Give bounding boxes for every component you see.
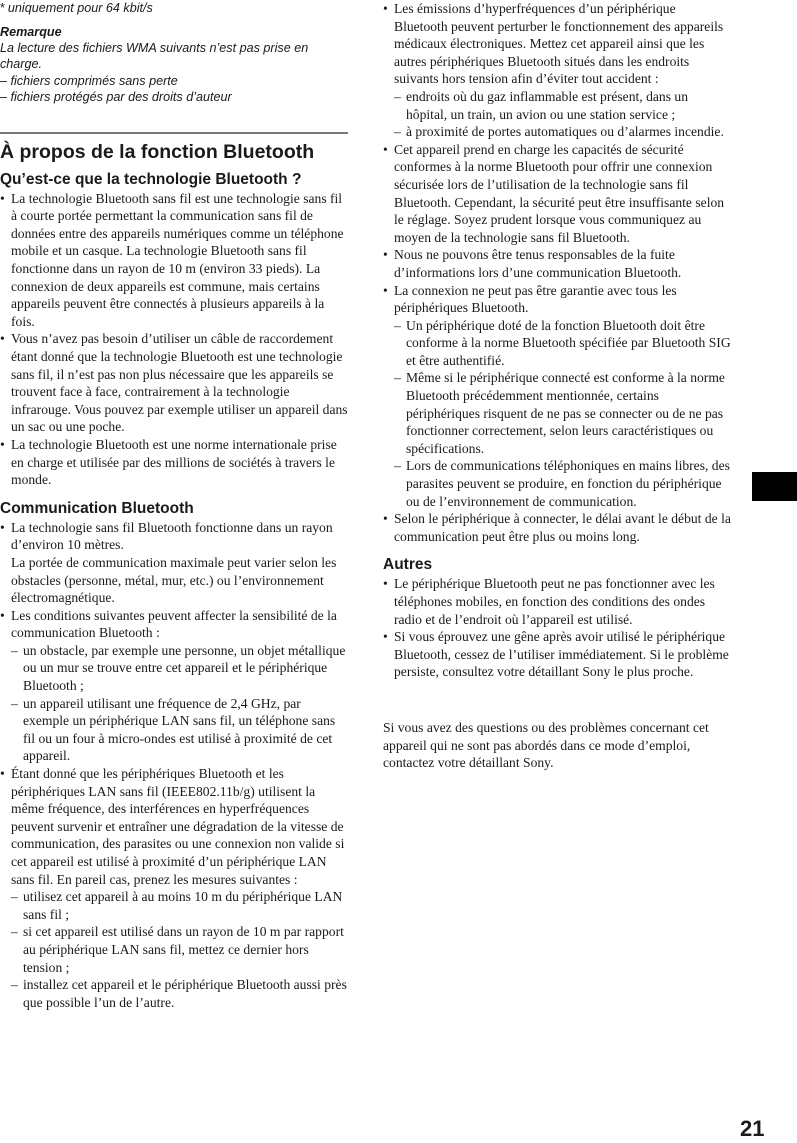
remark-line: La lecture des fichiers WMA suivants n’est pas prise en charge. (0, 41, 309, 72)
bullet-continuation: La portée de communication maximale peut varier selon les obstacles (personne, métal, mur, etc.) ou l’environnement électromagnétique. (11, 554, 337, 606)
footnote-star: * (0, 1, 5, 15)
left-column (0, 0, 350, 1011)
list-item (0, 607, 350, 765)
remark-title: Remarque (0, 25, 62, 39)
dash-item: – un obstacle, par exemple une personne, un objet métallique ou un mur se trouve entre cet appareil et le périphérique Bluetooth ; (0, 642, 350, 695)
footnote-text: uniquement pour 64 kbit/s (7, 1, 153, 15)
right-column (383, 0, 731, 785)
list-item (0, 765, 350, 1011)
what-is-list (0, 190, 350, 489)
bullet-text: • Les émissions d’hyperfréquences d’un périphérique Bluetooth peuvent perturber le fonctionnement des appareils médicaux électroniques. Mettez cet appareil ainsi que les autres périphériques Bluetooth situés dans les endroits suivants hors tension afin d’éviter tout accident : (394, 1, 724, 87)
dash-item: – si cet appareil est utilisé dans un rayon de 10 m par rapport au périphérique LAN sans fil, mettez ce dernier hors tension ; (0, 923, 350, 976)
list-item (0, 519, 350, 607)
list-item (383, 282, 731, 511)
section-title: À propos de la fonction Bluetooth (0, 140, 315, 163)
closing-paragraph: Si vous avez des questions ou des problèmes concernant cet appareil qui ne sont pas abordés dans ce mode d’emploi, contactez votre détaillant Sony. (383, 719, 709, 771)
bullet-text: • Les conditions suivantes peuvent affecter la sensibilité de la communication Bluetooth : (11, 607, 337, 641)
dash-item: – Même si le périphérique connecté est conforme à la norme Bluetooth précédemment mentionnée, certains périphériques risquent de ne pas se connecter ou de ne pas fonctionner correctement, selon leurs caractéristiques ou spécifications. (383, 369, 731, 457)
list-item: • La technologie Bluetooth est une norme internationale prise en charge et utilisée par des millions de sociétés à travers le monde. (0, 436, 350, 489)
dash-list (383, 88, 731, 141)
dash-list (0, 642, 350, 765)
dash-item: – Un périphérique doté de la fonction Bluetooth doit être conforme à la norme Bluetooth spécifiée par Bluetooth SIG et être authentifié. (383, 317, 731, 370)
dash-item: – endroits où du gaz inflammable est présent, dans un hôpital, un train, un avion ou une station service ; (383, 88, 731, 123)
others-heading: Autres (383, 556, 433, 574)
footnote (0, 0, 350, 16)
dash-item: – installez cet appareil et le périphérique Bluetooth aussi près que possible l’un de l’autre. (0, 976, 350, 1011)
list-item: • Vous n’avez pas besoin d’utiliser un câble de raccordement étant donné que la technologie Bluetooth est une technologie sans fil, il n’est pas non plus nécessaire que les appareils se trouvent face à face, contrairement à la technologie infrarouge. Vous pouvez par exemple utiliser un appareil dans un sac ou une poche. (0, 330, 350, 436)
list-item: • Si vous éprouvez une gêne après avoir utilisé le périphérique Bluetooth, cessez de l’utiliser immédiatement. Si le problème persiste, consultez votre détaillant Sony le plus proche. (383, 628, 731, 681)
list-item: • Nous ne pouvons être tenus responsables de la fuite d’informations lors d’une communication Bluetooth. (383, 246, 731, 281)
bullet-text: • La technologie sans fil Bluetooth fonctionne dans un rayon d’environ 10 mètres. (11, 519, 333, 553)
remark-line: – fichiers comprimés sans perte (0, 73, 178, 88)
list-item: • Cet appareil prend en charge les capacités de sécurité conformes à la norme Bluetooth pour offrir une connexion sécurisée lors de l’utilisation de la technologie sans fil Bluetooth. Cependant, la sécurité peut être insuffisante selon le réglage. Soyez prudent lorsque vous communiquez au moyen de la technologie sans fil Bluetooth. (383, 141, 731, 247)
dash-list (0, 888, 350, 1011)
bullet-text: • Étant donné que les périphériques Bluetooth et les périphériques LAN sans fil (IEEE802.11b/g) utilisent la même fréquence, des interférences en hyperfréquences peuvent survenir et entraîner une dégradation de la vitesse de communication, des parasites ou une connexion non valide si cet appareil est utilisé à proximité d’un périphérique LAN sans fil. En pareil cas, prenez les mesures suivantes : (11, 766, 345, 887)
list-item: • Le périphérique Bluetooth peut ne pas fonctionner avec les téléphones mobiles, en fonction des conditions des ondes radio et de l’endroit où l’appareil est utilisé. (383, 575, 731, 628)
others-list (383, 575, 731, 681)
dash-list (383, 317, 731, 511)
section-tab-marker (752, 472, 797, 501)
communication-heading: Communication Bluetooth (0, 499, 194, 517)
communication-list-continued (383, 0, 731, 545)
dash-item: – Lors de communications téléphoniques en mains libres, des parasites peuvent se produire, en fonction du périphérique ou de l’environnement de communication. (383, 457, 731, 510)
remark-line: – fichiers protégés par des droits d’auteur (0, 90, 232, 105)
dash-item: – utilisez cet appareil à au moins 10 m du périphérique LAN sans fil ; (0, 888, 350, 923)
list-item (383, 0, 731, 141)
what-is-heading: Qu’est-ce que la technologie Bluetooth ? (0, 170, 302, 188)
dash-item: – un appareil utilisant une fréquence de 2,4 GHz, par exemple un périphérique LAN sans fil, un téléphone sans fil ou un four à micro-ondes est utilisé à proximité de cet appareil. (0, 695, 350, 765)
dash-item: – à proximité de portes automatiques ou d’alarmes incendie. (383, 123, 731, 141)
communication-list (0, 519, 350, 1012)
section-rule (0, 132, 348, 134)
list-item: • La technologie Bluetooth sans fil est une technologie sans fil à courte portée permettant la communication sans fil de données entre des appareils numériques comme un téléphone mobile et un casque. La technologie Bluetooth sans fil fonctionne dans un rayon de 10 m (environ 33 pieds). La connexion de deux appareils est commune, mais certains appareils peuvent être connectés à plusieurs appareils à la fois. (0, 190, 350, 331)
list-item: • Selon le périphérique à connecter, le délai avant le début de la communication peut être plus ou moins long. (383, 510, 731, 545)
page-number: 21 (740, 1116, 765, 1141)
bullet-text: • La connexion ne peut pas être garantie avec tous les périphériques Bluetooth. (394, 282, 677, 316)
